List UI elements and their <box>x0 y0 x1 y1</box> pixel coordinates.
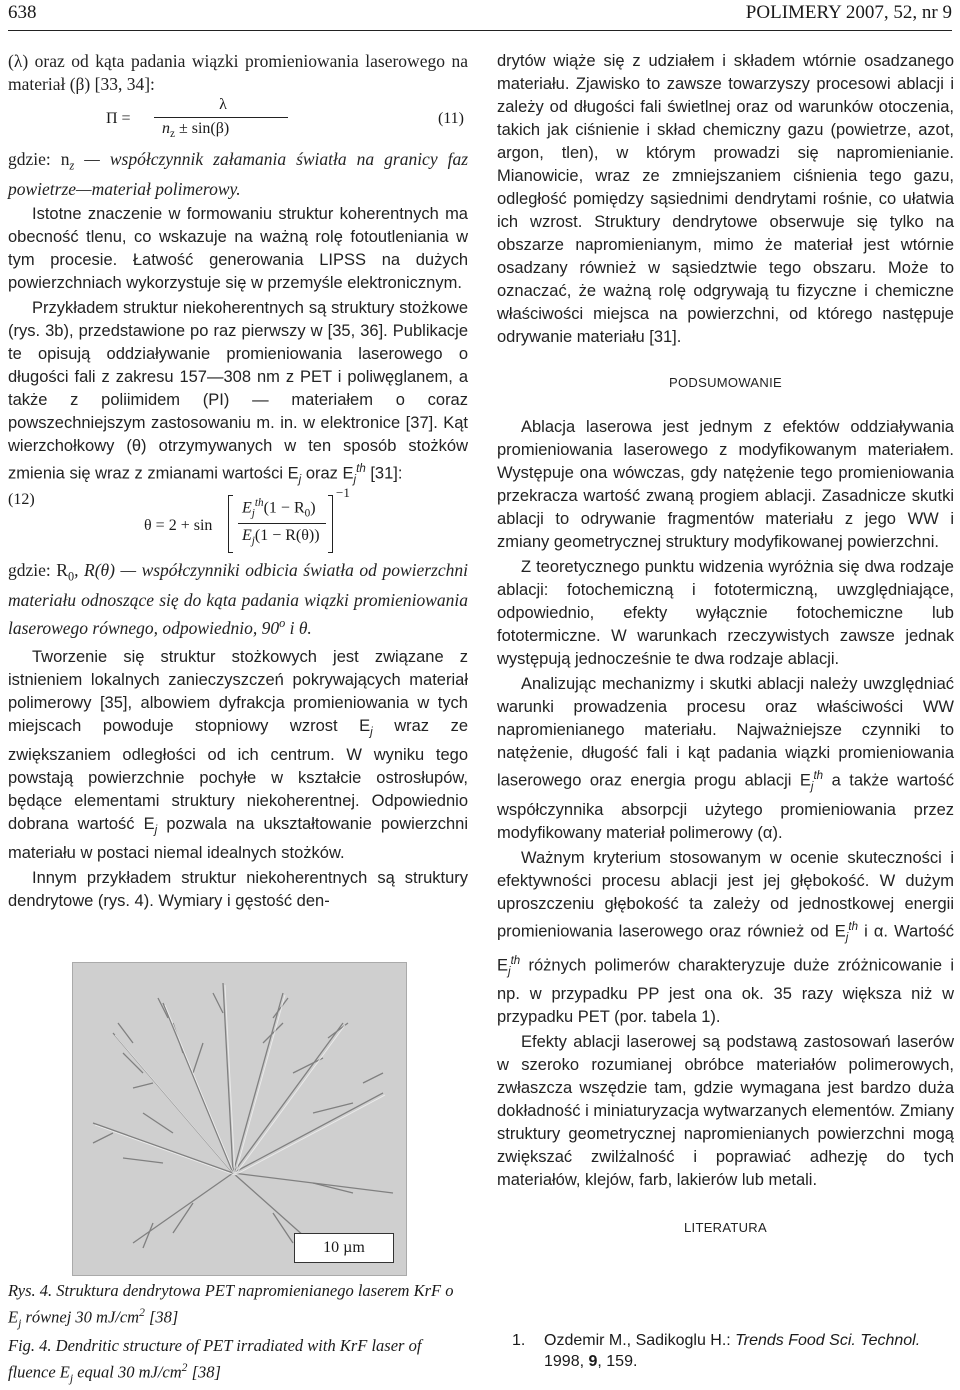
text: różnych polimerów charakteryzuje duże zróżnicowanie i np. w przypadku PP jest ona ok. 35 razy większa niż w przypadku PET (por. tabela 1). <box>497 956 954 1027</box>
text: Przykładem struktur niekoherentnych są struktury stożkowe (rys. 3b), przedstawione po raz pierwszy w [35, 36]. Publikacje te opisują oddziaływanie promieniowania laserowego o długości fali z zakresu 157—308 nm z PET i poliwęglanem, a także z poliimidem (PI) — materiałem o coraz powszechniejszym zastosowaniu m. in. w elektronice [37]. Kąt wierzchołkowy (θ) otrzymywanych w ten sposób stożków zmienia się wraz z zmianami wartości E <box>8 298 468 482</box>
text: , R(θ) — współczynniki odbicia światła od powierzchni materiału odnoszące się do kąta padania wiązki promieniowania laserowego równego, odpowiednio, 90 <box>8 560 468 638</box>
eq-numerator <box>242 497 316 520</box>
paragraph: Ablacja laserowa jest jednym z efektów oddziaływania promieniowania laserowego z modyfikowanym materiałem. Występuje ona wówczas, gdy natężenie tego promieniowania przekracza wartość zwaną progiem ablacji. Zasadnicze skutki ablacji to odrywanie fragmentów materiału z jego WW i zmiany geometrycznej struktury modyfikowanej powierzchni. <box>497 418 954 551</box>
text: [38] <box>144 1307 179 1327</box>
e: E <box>242 527 252 545</box>
right-column <box>497 50 954 1235</box>
superscript: 2 <box>139 1307 145 1319</box>
text: [31]: <box>365 464 403 482</box>
page-header <box>8 0 952 31</box>
equation-number: (12) <box>8 491 35 509</box>
text: — współczynnik załamania światła na granicy faz powietrze—materiał polimerowy. <box>8 149 469 199</box>
equation-11 <box>8 96 468 148</box>
text: Tworzenie się struktur stożkowych jest związane z istnieniem lokalnych zanieczyszczeń pokrywających materiał polimerowy [35], albowiem dyfrakcja promieniowania w tych miejscach powoduje stopniowy wzrost E <box>8 647 468 735</box>
eq-lhs: Π = <box>106 110 131 127</box>
left-column <box>8 50 468 913</box>
text: oraz E <box>301 464 354 482</box>
bracket-left <box>228 495 233 553</box>
text: pozwala na ukształtowanie powierzchni materiału w postaci niemal idealnych stożków. <box>8 814 469 863</box>
text: i α. Wartość E <box>497 922 954 975</box>
text: a także wartość współczynnika absorpcji użytego promieniowania przez modyfikowany materiał polimerowy (α). <box>497 771 954 842</box>
text: 1998, <box>544 1353 589 1370</box>
eq-n-sub: z <box>170 128 175 141</box>
superscript: th <box>510 954 521 967</box>
text: Fig. 4. Dendritic structure of PET irradiated with KrF laser of fluence E <box>8 1335 422 1382</box>
eq-den-tail: ± sin(β) <box>178 120 230 137</box>
subscript: 0 <box>67 569 75 584</box>
figure-caption <box>8 1280 468 1390</box>
text: wraz ze zwiększaniem odległości od ich centrum. W wyniku tego powstają powierzchnie pochyłe w kształcie ostrosłupów, będące elementami struktury niekoherentnej. Odpowiednio dobrana wartość E <box>8 716 468 833</box>
eq-denominator <box>242 527 320 547</box>
tail: ) <box>310 499 316 517</box>
paragraph <box>8 297 468 492</box>
caption-english <box>8 1335 468 1390</box>
subscript: j <box>18 1317 22 1330</box>
subscript: z <box>69 158 75 173</box>
sub: j <box>251 535 255 548</box>
eq-numerator: λ <box>219 96 227 113</box>
bracket-right <box>328 495 333 553</box>
paragraph: Istotne znaczenie w formowaniu struktur koherentnych ma obecność tlenu, co wskazuje na ważną rolę fotoutleniania w tym procesie. Łatwość generowania LIPSS na dużych powierzchniach wykorzystuje się w przemyśle elektronicznym. <box>8 204 468 292</box>
subscript: j <box>370 725 373 738</box>
page-number: 638 <box>8 2 37 23</box>
superscript: o <box>279 615 286 630</box>
tail: (1 − R(θ)) <box>254 527 320 545</box>
text: Rys. 4. Struktura dendrytowa PET napromienianego laserem KrF o E <box>8 1281 454 1327</box>
text: equal 30 mJ/cm <box>73 1362 182 1382</box>
paragraph: Z teoretycznego punktu widzenia wyróżnia się dwa rodzaje ablacji: fotochemiczną i fototermiczną, uwzględniające, odpowiednio, efekty wyłącznie fotochemiczne lub fototermiczne. W warunkach rzeczywistych zawsze jednak występują jednocześnie te dwa rodzaje ablacji. <box>497 558 954 668</box>
subscript: j <box>154 824 158 837</box>
equation-12 <box>8 485 468 559</box>
caption-polish <box>8 1280 468 1335</box>
paragraph: drytów wiąże się z udziałem i składem wtórnie osadzanego materiału. Zjawisko to zawsze towarzyszy procesowi ablacji i zależy od długości fali świetlnej oraz od warunków otoczenia, takich jak ciśnienie i skład chemiczny gazu (powietrze, azot, argon, tlen), w którym prowadzi się napromienianie. Mianowicie, wraz ze zmniejszaniem ciśnienia tego gazu, odległość pomiędzy sąsiednimi dendrytami rośnie, co ułatwia ich wzrost. Struktury dendrytowe obserwuje się tylko na obszarze napromienianym, mimo że materiał jest wtórnie osadzany również w sąsiedztwie tego obszaru. Może to oznaczać, że ważną rolę odgrywają tu fizyczne i chemiczne właściwości miejsca na powierzchni, od którego następuje odrywanie materiału [31]. <box>497 52 954 346</box>
paragraph: Efekty ablacji laserowej są podstawą zastosowań laserów w szeroko rozumianej obróbce materiałów polimerowych, zwłaszcza wszędzie tam, gdzie wymagana jest bardzo duża dokładność i miniaturyzacja wytwarzanych elementów. Zmiany struktury geometrycznej napromienianych powierzchni mogą zwiększać zwilżalność i poprawiać adhezję do tych materiałów, klejów, farb, lakierów lub metali. <box>497 1033 954 1190</box>
text: równej 30 mJ/cm <box>21 1307 140 1327</box>
eq-n: n <box>162 120 170 137</box>
subscript: j <box>298 473 302 486</box>
micrograph-image <box>73 963 406 1275</box>
sub: j <box>251 507 255 520</box>
reference-body <box>544 1330 952 1372</box>
subscript: j <box>69 1372 74 1385</box>
superscript: th <box>848 920 858 933</box>
eq-power: −1 <box>336 485 350 501</box>
text: [38] <box>187 1362 221 1382</box>
text: Ważnym kryterium stosowanym w ocenie skuteczności i efektywności procesu ablacji jest jej głębokość. W dużym uproszczeniu głębokość ta zależy od jednostkowej energii promieniowania laserowego oraz również od E <box>497 848 954 941</box>
tail: (1 − R <box>263 499 305 517</box>
volume: 9 <box>588 1353 598 1370</box>
fraction-line <box>154 117 288 118</box>
superscript: 2 <box>181 1361 188 1374</box>
text: Analizując mechanizmy i skutki ablacji należy uwzględniać warunki prowadzenia procesu oraz właściwości WW napromienianego materiału. Najważniejsze czynniki to natężenie, długość fali i kąt padania wiązki promieniowania laserowego oraz energia progu ablacji E <box>497 675 954 790</box>
dendritic-structure-micrograph <box>72 962 407 1276</box>
paragraph: Innym przykładem struktur niekoherentnych są struktury dendrytowe (rys. 4). Wymiary i gęstość den- <box>8 869 468 911</box>
journal-name: POLIMERY 2007, 52, nr 9 <box>745 2 952 23</box>
text: Ozdemir M., Sadikoglu H.: <box>544 1332 736 1349</box>
sup: th <box>254 497 264 510</box>
section-heading-references: LITERATURA <box>684 1220 767 1236</box>
paragraph <box>8 559 468 639</box>
paragraph <box>497 847 954 1030</box>
journal: Trends Food Sci. Technol. <box>735 1332 921 1349</box>
equation-number: (11) <box>437 110 464 127</box>
superscript: th <box>356 462 366 475</box>
eq-lhs: θ = 2 + sin <box>144 517 213 535</box>
superscript: th <box>813 770 824 782</box>
text: gdzie: R <box>8 560 68 581</box>
subscript: j <box>845 931 849 944</box>
e: E <box>242 499 252 517</box>
text: i θ. <box>285 617 312 638</box>
subscript: j <box>353 473 357 486</box>
text: , 159. <box>597 1353 638 1370</box>
paragraph <box>8 646 468 866</box>
fraction-line <box>238 523 326 524</box>
subscript: j <box>810 780 814 793</box>
sub: 0 <box>304 507 311 520</box>
paragraph <box>8 148 468 201</box>
reference-number: 1. <box>512 1332 526 1349</box>
section-heading-summary: PODSUMOWANIE <box>669 375 782 390</box>
reference-list <box>512 1330 952 1372</box>
scale-bar: 10 µm <box>294 1233 394 1263</box>
paragraph <box>497 673 954 845</box>
paragraph: (λ) oraz od kąta padania wiązki promieniowania laserowego na materiał (β) [33, 34]: <box>8 51 468 94</box>
text: gdzie: n <box>8 149 70 169</box>
eq-denominator <box>162 120 229 140</box>
subscript: j <box>508 965 511 978</box>
reference-item <box>512 1330 952 1372</box>
